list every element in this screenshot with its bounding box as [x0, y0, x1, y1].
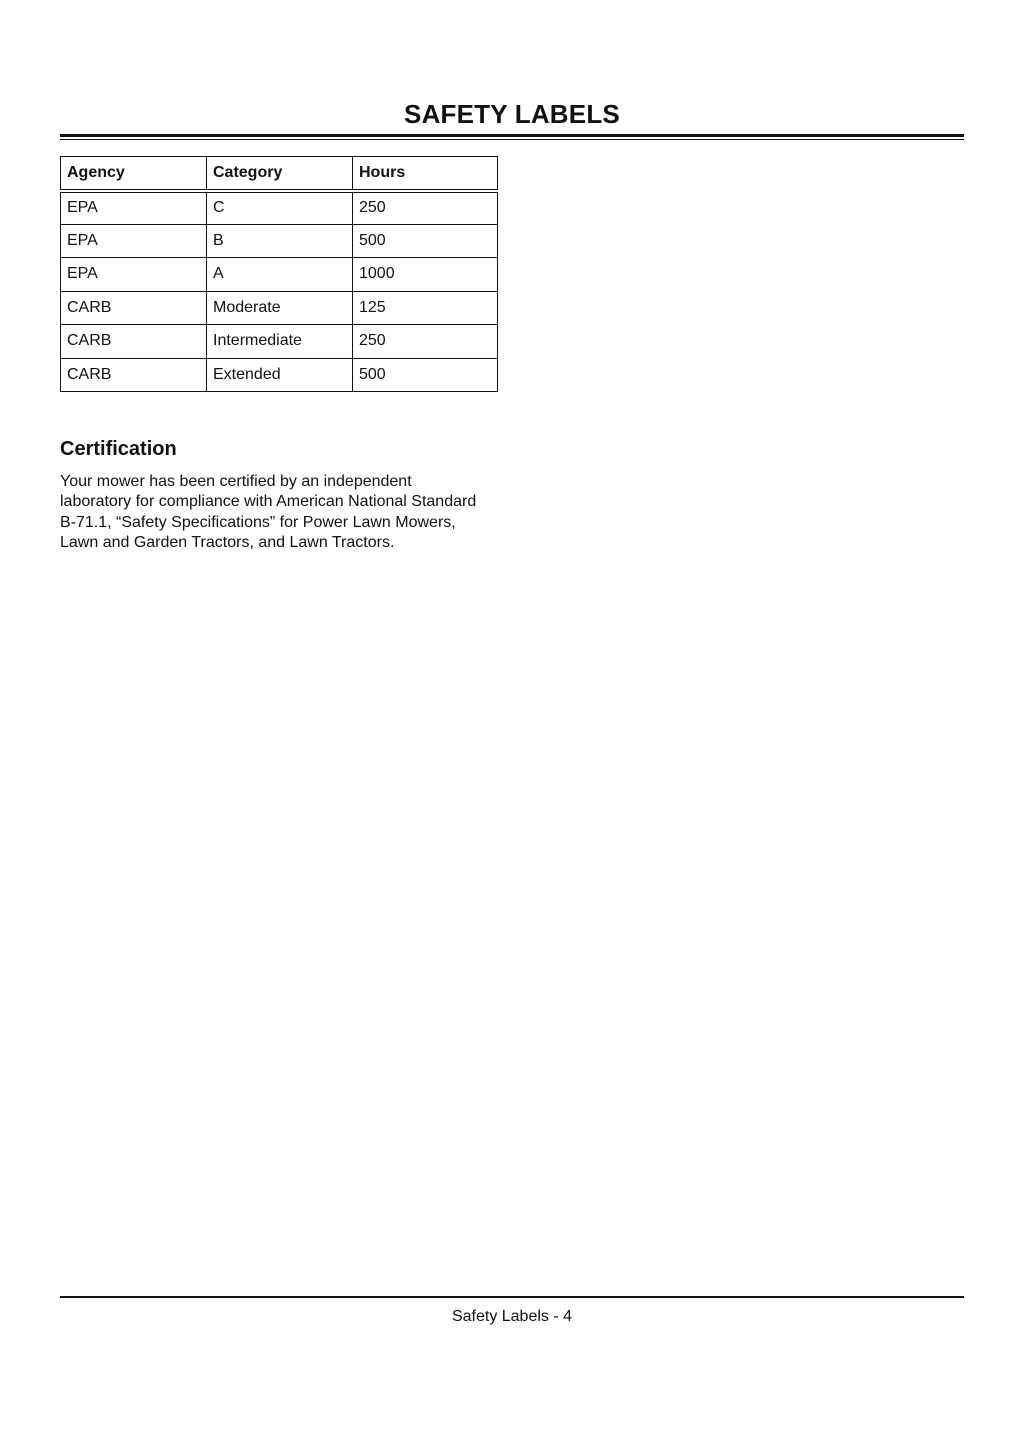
cell-hours: 500 — [353, 358, 498, 392]
paragraph-line: B-71.1, “Safety Specifications” for Power Lawn Mowers, — [60, 513, 456, 531]
paragraph-line: Lawn and Garden Tractors, and Lawn Tractors. — [60, 533, 395, 551]
table-header-row — [61, 157, 498, 191]
footer-rule — [60, 1296, 964, 1298]
paragraph-line: laboratory for compliance with American National Standard — [60, 493, 477, 511]
table-row — [61, 325, 498, 359]
cell-agency: CARB — [61, 358, 207, 392]
cell-agency: EPA — [61, 224, 207, 258]
page-footer: Safety Labels - 4 — [451, 1308, 573, 1325]
cell-category: Extended — [207, 358, 353, 392]
column-header-category: Category — [207, 157, 353, 191]
cell-category: C — [207, 191, 353, 225]
cell-agency: EPA — [61, 191, 207, 225]
cell-hours: 250 — [353, 191, 498, 225]
paragraph-line: Your mower has been certified by an independent — [60, 473, 412, 490]
column-header-hours: Hours — [353, 157, 498, 191]
emissions-hours-table — [60, 156, 498, 392]
title-rule-thin — [60, 139, 964, 140]
cell-agency: CARB — [61, 325, 207, 359]
table-row — [61, 358, 498, 392]
cell-category: Moderate — [207, 291, 353, 325]
cell-hours: 250 — [353, 325, 498, 359]
table-row — [61, 224, 498, 258]
cell-category: B — [207, 224, 353, 258]
page-title: SAFETY LABELS — [404, 99, 620, 129]
cell-category: Intermediate — [207, 325, 353, 359]
cell-category: A — [207, 258, 353, 292]
title-rule-thick — [60, 134, 964, 137]
cell-hours: 500 — [353, 224, 498, 258]
column-header-agency: Agency — [61, 157, 207, 191]
cell-agency: EPA — [61, 258, 207, 292]
cell-hours: 125 — [353, 291, 498, 325]
table-row — [61, 258, 498, 292]
table-row — [61, 191, 498, 225]
cell-hours: 1000 — [353, 258, 498, 292]
cell-agency: CARB — [61, 291, 207, 325]
certification-paragraph — [60, 472, 505, 553]
certification-heading: Certification — [60, 438, 177, 460]
table-row — [61, 291, 498, 325]
